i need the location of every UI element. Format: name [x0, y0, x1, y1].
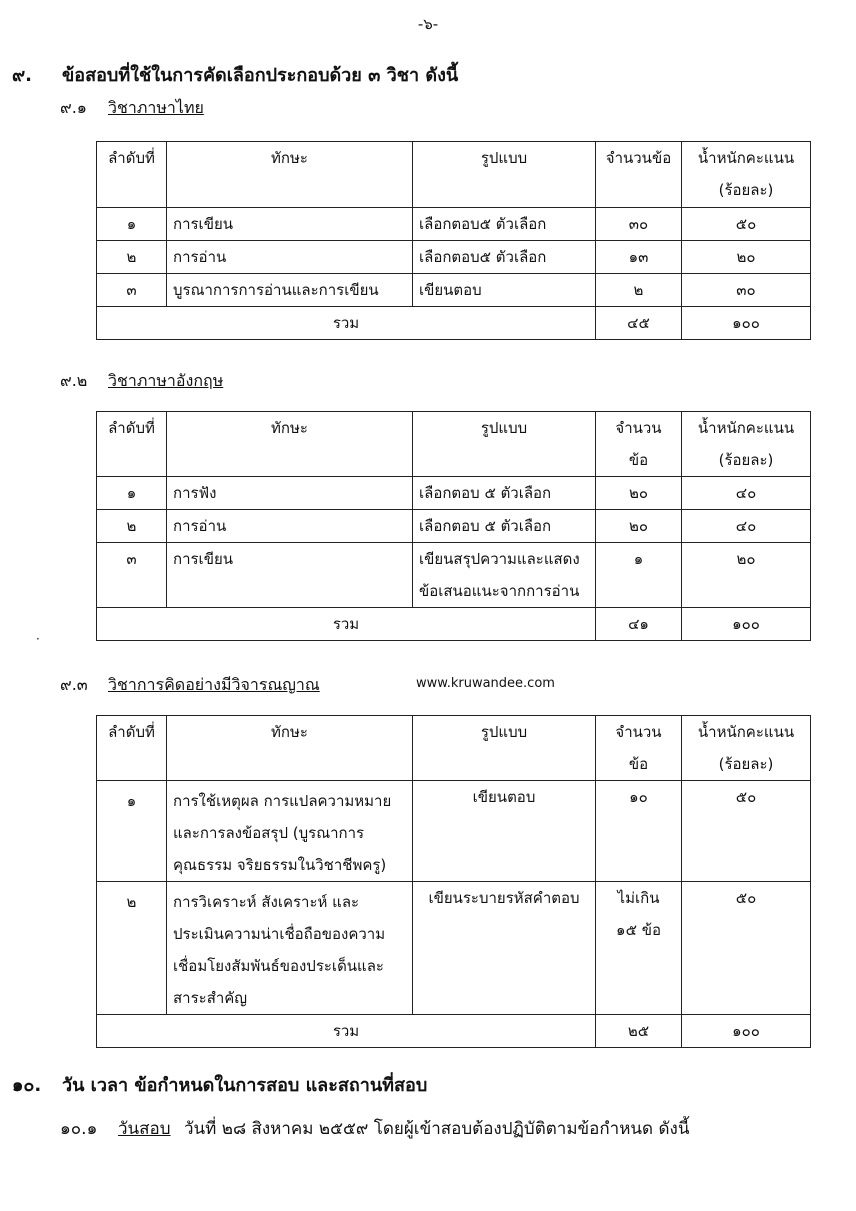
- header-count-unit: ข้อ: [628, 755, 649, 773]
- header-count-unit: ข้อ: [628, 451, 649, 469]
- header-skill: ทักษะ: [167, 412, 413, 477]
- table-row: [97, 241, 811, 274]
- row-skill: [167, 781, 413, 882]
- subject-3-title: วิชาการคิดอย่างมีวิจารณญาณ: [108, 675, 320, 694]
- section-10-number: ๑๐.: [12, 1075, 42, 1096]
- total-count: ๒๕: [596, 1015, 682, 1048]
- section-9-number: ๙.: [12, 65, 33, 86]
- header-format: รูปแบบ: [413, 142, 596, 208]
- section-10-title: วัน เวลา ข้อกำหนดในการสอบ และสถานที่สอบ: [62, 1075, 428, 1096]
- table-total-row: [97, 307, 811, 340]
- header-format: รูปแบบ: [413, 716, 596, 781]
- header-weight-label: น้ำหนักคะแนน: [697, 723, 795, 741]
- total-label: รวม: [97, 1015, 596, 1048]
- row-skill: บูรณาการการอ่านและการเขียน: [167, 274, 413, 307]
- row-format: เลือกตอบ๕ ตัวเลือก: [413, 241, 596, 274]
- row-skill-line-2: และการลงข้อสรุป (บูรณาการ: [173, 824, 365, 842]
- table-row: [97, 543, 811, 608]
- row-weight: ๒๐: [682, 241, 811, 274]
- row-order: ๒: [97, 882, 167, 1015]
- subsection-10-1-title: วันสอบ: [118, 1119, 171, 1139]
- header-weight: [682, 716, 811, 781]
- row-format: เลือกตอบ ๕ ตัวเลือก: [413, 477, 596, 510]
- header-weight-label: น้ำหนักคะแนน: [697, 149, 795, 167]
- header-order: ลำดับที่: [97, 142, 167, 208]
- table-header-row: [97, 412, 811, 477]
- table-row: [97, 781, 811, 882]
- row-skill: [167, 882, 413, 1015]
- row-format-line-2: ข้อเสนอแนะจากการอ่าน: [419, 582, 580, 600]
- header-order: ลำดับที่: [97, 412, 167, 477]
- subject-1-number: ๙.๑: [60, 98, 87, 117]
- row-count-line-2: ๑๕ ข้อ: [616, 921, 661, 939]
- row-count: ๑: [596, 543, 682, 608]
- thai-exam-table: [96, 141, 811, 340]
- row-order: ๑: [97, 208, 167, 241]
- total-label: รวม: [97, 307, 596, 340]
- table-total-row: [97, 608, 811, 641]
- row-skill-line-2: ประเมินความน่าเชื่อถือของความ: [173, 925, 386, 943]
- row-order: ๒: [97, 510, 167, 543]
- table-row: [97, 274, 811, 307]
- row-skill-line-4: สาระสำคัญ: [173, 989, 248, 1007]
- row-skill: การเขียน: [167, 543, 413, 608]
- row-skill: การอ่าน: [167, 241, 413, 274]
- table-row: [97, 477, 811, 510]
- critical-thinking-exam-table: [96, 715, 811, 1048]
- subsection-10-1-number: ๑๐.๑: [60, 1119, 98, 1139]
- row-weight: ๕๐: [682, 882, 811, 1015]
- row-format: เขียนตอบ: [413, 781, 596, 882]
- subject-1-title: วิชาภาษาไทย: [108, 98, 204, 117]
- total-label: รวม: [97, 608, 596, 641]
- row-count: ๓๐: [596, 208, 682, 241]
- subject-3-number: ๙.๓: [60, 675, 88, 694]
- row-format: เลือกตอบ๕ ตัวเลือก: [413, 208, 596, 241]
- row-format: [413, 543, 596, 608]
- row-weight: ๔๐: [682, 510, 811, 543]
- row-format: เลือกตอบ ๕ ตัวเลือก: [413, 510, 596, 543]
- table-row: [97, 882, 811, 1015]
- total-count: ๔๑: [596, 608, 682, 641]
- row-count: ๑๐: [596, 781, 682, 882]
- subsection-10-1-text: วันที่ ๒๘ สิงหาคม ๒๕๕๙ โดยผู้เข้าสอบต้องปฏิบัติตามข้อกำหนด ดังนี้: [184, 1119, 690, 1139]
- row-order: ๓: [97, 274, 167, 307]
- row-count-line-1: ไม่เกิน: [617, 889, 660, 907]
- header-format: รูปแบบ: [413, 412, 596, 477]
- table-row: [97, 510, 811, 543]
- row-format: เขียนตอบ: [413, 274, 596, 307]
- table-row: [97, 208, 811, 241]
- header-skill: ทักษะ: [167, 716, 413, 781]
- row-skill: การอ่าน: [167, 510, 413, 543]
- stray-mark: ·: [36, 632, 40, 646]
- header-weight-unit: (ร้อยละ): [718, 755, 774, 773]
- header-weight: [682, 142, 811, 208]
- header-count: [596, 412, 682, 477]
- english-exam-table: [96, 411, 811, 641]
- row-count: ๑๓: [596, 241, 682, 274]
- row-order: ๑: [97, 781, 167, 882]
- header-order: ลำดับที่: [97, 716, 167, 781]
- page-number: -๖-: [417, 15, 439, 33]
- header-weight-label: น้ำหนักคะแนน: [697, 419, 795, 437]
- row-count: [596, 882, 682, 1015]
- row-skill: การเขียน: [167, 208, 413, 241]
- row-order: ๒: [97, 241, 167, 274]
- header-count: จำนวนข้อ: [596, 142, 682, 208]
- header-weight-unit: (ร้อยละ): [718, 451, 774, 469]
- row-skill-line-1: การใช้เหตุผล การแปลความหมาย: [173, 792, 392, 810]
- header-skill: ทักษะ: [167, 142, 413, 208]
- section-9-title: ข้อสอบที่ใช้ในการคัดเลือกประกอบด้วย ๓ วิชา ดังนี้: [62, 65, 459, 86]
- total-count: ๔๕: [596, 307, 682, 340]
- row-format-line-1: เขียนสรุปความและแสดง: [419, 550, 580, 568]
- table-header-row: [97, 716, 811, 781]
- row-skill-line-1: การวิเคราะห์ สังเคราะห์ และ: [173, 893, 360, 911]
- row-count: ๒๐: [596, 477, 682, 510]
- subject-2-title: วิชาภาษาอังกฤษ: [108, 371, 224, 390]
- row-count: ๒: [596, 274, 682, 307]
- row-weight: ๕๐: [682, 781, 811, 882]
- website-watermark: www.kruwandee.com: [416, 676, 555, 691]
- row-count: ๒๐: [596, 510, 682, 543]
- header-count: [596, 716, 682, 781]
- row-skill-line-3: เชื่อมโยงสัมพันธ์ของประเด็นและ: [173, 957, 384, 975]
- table-total-row: [97, 1015, 811, 1048]
- row-weight: ๕๐: [682, 208, 811, 241]
- total-weight: ๑๐๐: [682, 307, 811, 340]
- row-skill-line-3: คุณธรรม จริยธรรมในวิชาชีพครู): [173, 856, 387, 874]
- row-order: ๓: [97, 543, 167, 608]
- total-weight: ๑๐๐: [682, 608, 811, 641]
- header-count-label: จำนวน: [615, 419, 662, 437]
- header-weight: [682, 412, 811, 477]
- row-skill: การฟัง: [167, 477, 413, 510]
- row-order: ๑: [97, 477, 167, 510]
- header-count-label: จำนวน: [615, 723, 662, 741]
- subject-2-number: ๙.๒: [60, 371, 88, 390]
- total-weight: ๑๐๐: [682, 1015, 811, 1048]
- header-weight-unit: (ร้อยละ): [718, 181, 774, 199]
- row-weight: ๒๐: [682, 543, 811, 608]
- row-weight: ๔๐: [682, 477, 811, 510]
- row-weight: ๓๐: [682, 274, 811, 307]
- table-header-row: [97, 142, 811, 208]
- row-format: เขียนระบายรหัสคำตอบ: [413, 882, 596, 1015]
